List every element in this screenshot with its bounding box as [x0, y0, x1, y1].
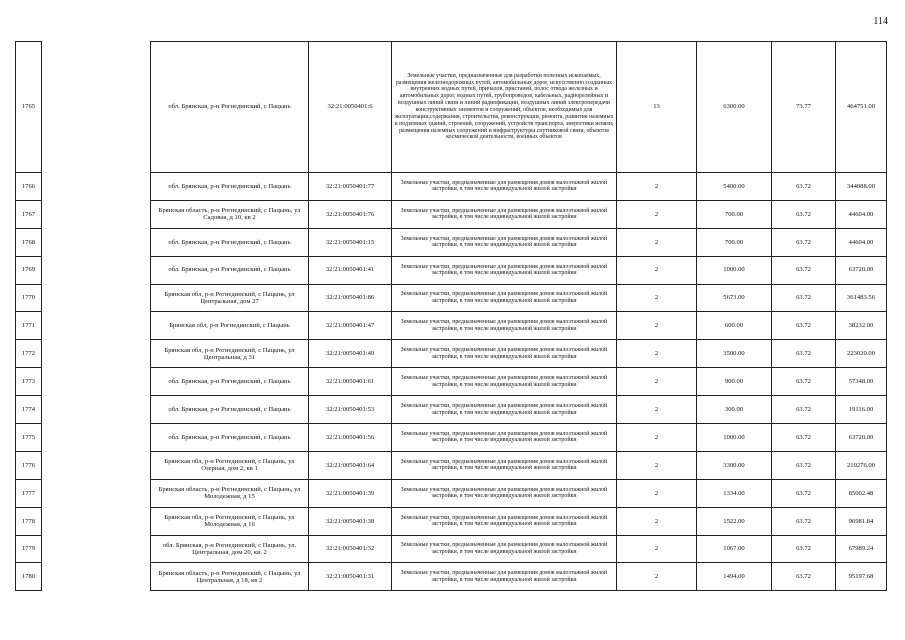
address-cell: Брянская обл, р-н Рогнединский, с Пацынь, ул Центральная, д 31	[151, 340, 309, 368]
land-purpose-cell: Земельные участки, предназначенные для размещения домов малоэтажной жилой застройки, в том числе индивидуальной жилой застройки	[392, 340, 617, 368]
address-cell: Брянская обл, р-н Рогнединский, с Пацынь	[151, 312, 309, 340]
cadastral-value-cell: 464751.00	[836, 42, 887, 173]
table-row	[16, 228, 887, 256]
rate-cell: 63.72	[772, 256, 836, 284]
empty-column	[42, 368, 151, 396]
empty-column	[42, 42, 151, 173]
row-number: 1765	[16, 42, 42, 173]
empty-column	[42, 563, 151, 591]
land-purpose-cell: Земельные участки, предназначенные для размещения домов малоэтажной жилой застройки, в том числе индивидуальной жилой застройки	[392, 451, 617, 479]
address-cell: Брянская обл, р-н Рогнединский, с Пацынь, ул Центральная, дом 27	[151, 284, 309, 312]
land-purpose-cell: Земельные участки, предназначенные для размещения домов малоэтажной жилой застройки, в том числе индивидуальной жилой застройки	[392, 173, 617, 201]
area-cell: 1494.00	[697, 563, 772, 591]
table-row	[16, 200, 887, 228]
row-number: 1775	[16, 424, 42, 452]
land-registry-table	[15, 41, 887, 591]
empty-column	[42, 424, 151, 452]
purpose-code-cell: 2	[617, 368, 697, 396]
area-cell: 3500.00	[697, 340, 772, 368]
cadastral-value-cell: 67989.24	[836, 535, 887, 563]
address-cell: обл. Брянская, р-н Рогнединский, с Пацынь	[151, 173, 309, 201]
purpose-code-cell: 2	[617, 256, 697, 284]
land-purpose-cell: Земельные участки, предназначенные для размещения домов малоэтажной жилой застройки, в том числе индивидуальной жилой застройки	[392, 479, 617, 507]
rate-cell: 63.72	[772, 424, 836, 452]
purpose-code-cell: 2	[617, 200, 697, 228]
cadastral-value-cell: 44604.00	[836, 200, 887, 228]
table-row	[16, 312, 887, 340]
land-purpose-cell: Земельные участки, предназначенные для размещения домов малоэтажной жилой застройки, в том числе индивидуальной жилой застройки	[392, 256, 617, 284]
rate-cell: 63.72	[772, 507, 836, 535]
area-cell: 5673.00	[697, 284, 772, 312]
empty-column	[42, 535, 151, 563]
address-cell: Брянская обл, р-н Рогнединский, с Пацынь, ул Молодежная, д 16	[151, 507, 309, 535]
table-row	[16, 173, 887, 201]
table-row	[16, 479, 887, 507]
row-number: 1780	[16, 563, 42, 591]
land-purpose-cell: Земельные участки, предназначенные для размещения домов малоэтажной жилой застройки, в том числе индивидуальной жилой застройки	[392, 312, 617, 340]
purpose-code-cell: 2	[617, 424, 697, 452]
land-purpose-cell: Земельные участки, предназначенные для размещения домов малоэтажной жилой застройки, в том числе индивидуальной жилой застройки	[392, 228, 617, 256]
row-number: 1779	[16, 535, 42, 563]
empty-column	[42, 312, 151, 340]
row-number: 1771	[16, 312, 42, 340]
address-cell: обл. Брянская, р-н Рогнединский, с Пацынь	[151, 396, 309, 424]
area-cell: 1522.00	[697, 507, 772, 535]
cadastral-value-cell: 223020.00	[836, 340, 887, 368]
land-purpose-cell: Земельные участки, предназначенные для размещения домов малоэтажной жилой застройки, в том числе индивидуальной жилой застройки	[392, 507, 617, 535]
purpose-code-cell: 2	[617, 479, 697, 507]
rate-cell: 63.72	[772, 451, 836, 479]
cadastral-value-cell: 63720.00	[836, 424, 887, 452]
cadastral-value-cell: 85002.48	[836, 479, 887, 507]
area-cell: 1000.00	[697, 424, 772, 452]
address-cell: обл. Брянская, р-н Рогнединский, с Пацынь, ул. Центральная, дом 20, кв. 2	[151, 535, 309, 563]
table-row	[16, 256, 887, 284]
table-row	[16, 563, 887, 591]
rate-cell: 63.72	[772, 479, 836, 507]
row-number: 1776	[16, 451, 42, 479]
rate-cell: 63.72	[772, 535, 836, 563]
address-cell: Брянская область, р-н Рогнединский, с Пацынь, ул Садовая, д 10, кв 2	[151, 200, 309, 228]
row-number: 1778	[16, 507, 42, 535]
empty-column	[42, 200, 151, 228]
row-number: 1773	[16, 368, 42, 396]
empty-column	[42, 340, 151, 368]
rate-cell: 63.72	[772, 173, 836, 201]
area-cell: 3300.00	[697, 451, 772, 479]
purpose-code-cell: 2	[617, 451, 697, 479]
purpose-code-cell: 2	[617, 563, 697, 591]
empty-column	[42, 173, 151, 201]
area-cell: 1000.00	[697, 256, 772, 284]
cadastral-number-cell: 32:21:0050401:76	[309, 200, 392, 228]
address-cell: Брянская область, р-н Рогнединский, с Пацынь, ул Центральная, д 18, кв 2	[151, 563, 309, 591]
land-purpose-cell: Земельные участки, предназначенные для размещения домов малоэтажной жилой застройки, в том числе индивидуальной жилой застройки	[392, 563, 617, 591]
address-cell: обл. Брянская, р-н Рогнединский, с Пацынь	[151, 42, 309, 173]
land-purpose-cell: Земельные участки, предназначенные для размещения домов малоэтажной жилой застройки, в том числе индивидуальной жилой застройки	[392, 200, 617, 228]
cadastral-value-cell: 361483.56	[836, 284, 887, 312]
purpose-code-cell: 2	[617, 284, 697, 312]
address-cell: обл. Брянская, р-н Рогнединский, с Пацынь	[151, 368, 309, 396]
address-cell: Брянская область, р-н Рогнединский, с Пацынь, ул Молодежная, д 15	[151, 479, 309, 507]
area-cell: 5400.00	[697, 173, 772, 201]
cadastral-number-cell: 32:21:0050401:61	[309, 368, 392, 396]
empty-column	[42, 451, 151, 479]
table-row	[16, 424, 887, 452]
land-purpose-cell: Земельные участки, предназначенные для разработки полезных ископаемых, размещения железнодорожных путей, автомобильных дорог, искусственно созданных внутренних водных путей, причалов, пристаней, полос отвода железных и автомобильных дорог, водных путей, трубопроводов, кабельных, радиорелейных и воздушных линий связи и линий радиофикации, воздушных линий электропередачи конструктивных элементов и сооружений, объектов, необходимых для эксплуатации,содержания, строительства, реконструкции, ремонта, развития наземных и подземных зданий, строений, сооружений, устройств транспорта, энергетики исвязи; размещения наземных сооружений и инфраструктуры спутниковой связи, объектов космической деятельности, военных объектов	[392, 42, 617, 173]
address-cell: обл. Брянская, р-н Рогнединский, с Пацынь	[151, 424, 309, 452]
purpose-code-cell: 13	[617, 42, 697, 173]
cadastral-number-cell: 32:21:0050401:86	[309, 284, 392, 312]
purpose-code-cell: 2	[617, 396, 697, 424]
table-row	[16, 396, 887, 424]
cadastral-number-cell: 32:21:0050401:77	[309, 173, 392, 201]
cadastral-number-cell: 32:21:0050401:6	[309, 42, 392, 173]
rate-cell: 63.72	[772, 200, 836, 228]
empty-column	[42, 256, 151, 284]
table-body	[16, 42, 887, 591]
row-number: 1774	[16, 396, 42, 424]
empty-column	[42, 228, 151, 256]
cadastral-number-cell: 32:21:0050401:53	[309, 396, 392, 424]
cadastral-value-cell: 38232.00	[836, 312, 887, 340]
land-purpose-cell: Земельные участки, предназначенные для размещения домов малоэтажной жилой застройки, в том числе индивидуальной жилой застройки	[392, 396, 617, 424]
empty-column	[42, 284, 151, 312]
rate-cell: 73.77	[772, 42, 836, 173]
row-number: 1769	[16, 256, 42, 284]
row-number: 1772	[16, 340, 42, 368]
area-cell: 600.00	[697, 312, 772, 340]
address-cell: Брянская обл, р-н Рогнединский, с Пацынь, ул Озерная, дом 2, кв 1	[151, 451, 309, 479]
empty-column	[42, 396, 151, 424]
empty-column	[42, 479, 151, 507]
rate-cell: 63.72	[772, 312, 836, 340]
purpose-code-cell: 2	[617, 340, 697, 368]
row-number: 1770	[16, 284, 42, 312]
cadastral-value-cell: 63720.00	[836, 256, 887, 284]
purpose-code-cell: 2	[617, 535, 697, 563]
purpose-code-cell: 2	[617, 173, 697, 201]
rate-cell: 63.72	[772, 563, 836, 591]
land-purpose-cell: Земельные участки, предназначенные для размещения домов малоэтажной жилой застройки, в том числе индивидуальной жилой застройки	[392, 424, 617, 452]
row-number: 1777	[16, 479, 42, 507]
area-cell: 1334.00	[697, 479, 772, 507]
rate-cell: 63.72	[772, 340, 836, 368]
cadastral-number-cell: 32:21:0050401:32	[309, 535, 392, 563]
cadastral-number-cell: 32:21:0050401:38	[309, 507, 392, 535]
land-purpose-cell: Земельные участки, предназначенные для размещения домов малоэтажной жилой застройки, в том числе индивидуальной жилой застройки	[392, 284, 617, 312]
table-row	[16, 340, 887, 368]
page-number: 114	[873, 16, 888, 27]
cadastral-number-cell: 32:21:0050401:15	[309, 228, 392, 256]
cadastral-number-cell: 32:21:0050401:41	[309, 256, 392, 284]
row-number: 1768	[16, 228, 42, 256]
land-purpose-cell: Земельные участки, предназначенные для размещения домов малоэтажной жилой застройки, в том числе индивидуальной жилой застройки	[392, 535, 617, 563]
area-cell: 700.00	[697, 228, 772, 256]
cadastral-value-cell: 95197.68	[836, 563, 887, 591]
row-number: 1766	[16, 173, 42, 201]
land-purpose-cell: Земельные участки, предназначенные для размещения домов малоэтажной жилой застройки, в том числе индивидуальной жилой застройки	[392, 368, 617, 396]
address-cell: обл. Брянская, р-н Рогнединский, с Пацынь	[151, 256, 309, 284]
area-cell: 300.00	[697, 396, 772, 424]
cadastral-number-cell: 32:21:0050401:47	[309, 312, 392, 340]
address-cell: обл. Брянская, р-н Рогнединский, с Пацынь	[151, 228, 309, 256]
table-row	[16, 535, 887, 563]
cadastral-value-cell: 210276.00	[836, 451, 887, 479]
rate-cell: 63.72	[772, 228, 836, 256]
table-row	[16, 284, 887, 312]
table-row	[16, 42, 887, 173]
cadastral-value-cell: 96981.84	[836, 507, 887, 535]
area-cell: 6300.00	[697, 42, 772, 173]
area-cell: 700.00	[697, 200, 772, 228]
cadastral-number-cell: 32:21:0050401:56	[309, 424, 392, 452]
area-cell: 1067.00	[697, 535, 772, 563]
rate-cell: 63.72	[772, 396, 836, 424]
area-cell: 900.00	[697, 368, 772, 396]
empty-column	[42, 507, 151, 535]
purpose-code-cell: 2	[617, 228, 697, 256]
table-row	[16, 451, 887, 479]
cadastral-number-cell: 32:21:0050401:31	[309, 563, 392, 591]
cadastral-value-cell: 19116.00	[836, 396, 887, 424]
cadastral-number-cell: 32:21:0050401:49	[309, 340, 392, 368]
table-row	[16, 368, 887, 396]
cadastral-value-cell: 344088.00	[836, 173, 887, 201]
row-number: 1767	[16, 200, 42, 228]
rate-cell: 63.72	[772, 368, 836, 396]
cadastral-number-cell: 32:21:0050401:64	[309, 451, 392, 479]
cadastral-number-cell: 32:21:0050401:39	[309, 479, 392, 507]
cadastral-value-cell: 57348.00	[836, 368, 887, 396]
purpose-code-cell: 2	[617, 507, 697, 535]
purpose-code-cell: 2	[617, 312, 697, 340]
cadastral-value-cell: 44604.00	[836, 228, 887, 256]
table-row	[16, 507, 887, 535]
rate-cell: 63.72	[772, 284, 836, 312]
